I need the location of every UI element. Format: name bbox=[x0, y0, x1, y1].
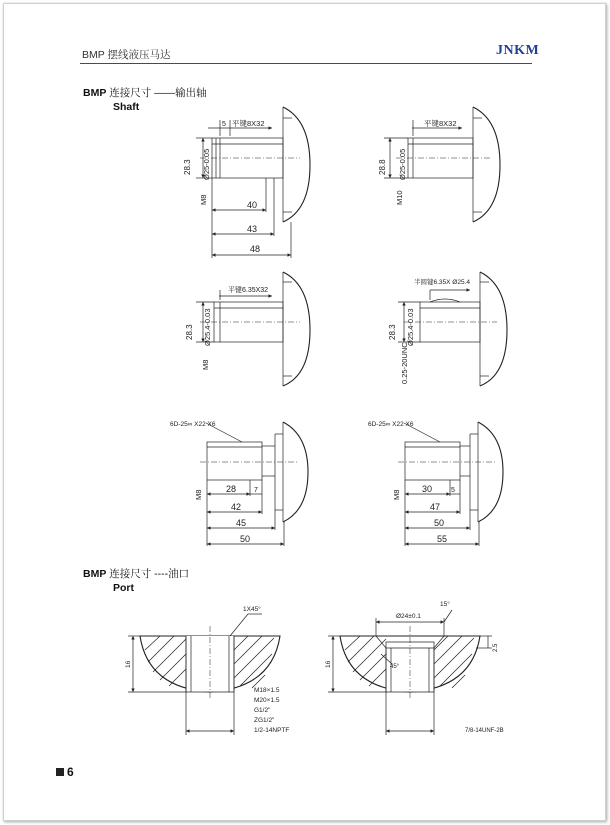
port-drawing-1 bbox=[125, 605, 289, 735]
shaft3-height: 28.3 bbox=[185, 324, 194, 340]
shaft6-length-1b: 5 bbox=[451, 487, 455, 494]
shaft6-length-3: 50 bbox=[434, 518, 445, 528]
port1-thread-4: ZG1/2" bbox=[254, 717, 275, 724]
shaft6-spline: 6D-25∞ X22 X6 bbox=[368, 421, 414, 428]
shaft5-thread: M8 bbox=[194, 489, 203, 500]
page-number-marker bbox=[56, 768, 64, 776]
shaft-drawing-5 bbox=[170, 421, 308, 546]
shaft6-length-1: 30 bbox=[422, 484, 433, 494]
section-shaft-code: BMP bbox=[83, 87, 107, 99]
shaft3-diameter: Ø25.4-0.03 bbox=[203, 308, 212, 346]
shaft1-length-1: 40 bbox=[247, 200, 258, 210]
port-drawing-2 bbox=[325, 600, 504, 735]
shaft3-key: 平键6.35X32 bbox=[228, 287, 269, 294]
shaft1-key: 平键8X32 bbox=[232, 119, 265, 128]
port2-diameter: Ø24±0.1 bbox=[396, 613, 421, 620]
shaft2-height: 28.8 bbox=[378, 159, 387, 175]
shaft1-thread: M8 bbox=[199, 194, 208, 205]
shaft5-length-2: 42 bbox=[231, 502, 242, 512]
port1-thread-1: M18×1.5 bbox=[254, 687, 280, 694]
shaft-drawing-6 bbox=[368, 421, 503, 546]
shaft-drawing-2 bbox=[378, 107, 500, 222]
shaft5-length-4: 50 bbox=[240, 534, 251, 544]
shaft-drawing-4 bbox=[388, 272, 507, 386]
port2-depth: 16 bbox=[325, 660, 332, 668]
brand-logo: JNKM bbox=[496, 43, 540, 58]
shaft1-diameter: Ø25-0.05 bbox=[202, 148, 211, 180]
shaft6-length-4: 55 bbox=[437, 534, 448, 544]
port1-thread-3: G1/2" bbox=[254, 707, 271, 714]
shaft-drawing-1 bbox=[183, 107, 310, 258]
shaft2-key: 平键8X32 bbox=[424, 119, 457, 128]
shaft5-length-1: 28 bbox=[226, 484, 237, 494]
shaft3-thread: M8 bbox=[201, 359, 210, 370]
shaft6-thread: M8 bbox=[392, 489, 401, 500]
shaft5-length-3: 45 bbox=[236, 518, 247, 528]
shaft4-diameter: Ø25.4-0.03 bbox=[406, 308, 415, 346]
shaft1-length-2: 43 bbox=[247, 224, 258, 234]
port1-thread-2: M20×1.5 bbox=[254, 697, 280, 704]
shaft2-thread: M10 bbox=[395, 190, 404, 205]
shaft1-length-3: 48 bbox=[250, 244, 261, 254]
section-shaft-cn: 连接尺寸 ——输出轴 bbox=[109, 87, 207, 99]
shaft4-key: 半圆键6.35X Ø25.4 bbox=[414, 279, 470, 286]
section-shaft-en: Shaft bbox=[113, 101, 140, 113]
page-number: 6 bbox=[67, 765, 74, 779]
shaft-drawing-3 bbox=[185, 272, 310, 386]
shaft5-spline: 6D-25∞ X22 X6 bbox=[170, 421, 216, 428]
section-port-en: Port bbox=[113, 582, 134, 594]
shaft5-length-1b: 7 bbox=[254, 487, 258, 494]
section-port-code: BMP bbox=[83, 568, 107, 580]
shaft4-height: 28.3 bbox=[388, 324, 397, 340]
port2-thread: 7/8-14UNF-2B bbox=[465, 728, 504, 734]
section-port-cn: 连接尺寸 ----油口 bbox=[109, 568, 190, 580]
shaft2-diameter: Ø25-0.05 bbox=[398, 148, 407, 180]
port1-chamfer: 1X45° bbox=[243, 606, 261, 613]
shaft4-thread: 0.25-20UNC bbox=[400, 342, 409, 384]
shaft1-height: 28.3 bbox=[183, 159, 192, 175]
port1-thread-5: 1/2-14NPTF bbox=[254, 727, 290, 734]
port2-angle2: 45° bbox=[390, 664, 400, 670]
shaft6-length-2: 47 bbox=[430, 502, 441, 512]
header-title: BMP 摆线液压马达 bbox=[82, 49, 171, 61]
shaft1-d1: 5 bbox=[222, 121, 226, 128]
port2-angle: 15° bbox=[440, 601, 450, 608]
port1-depth: 16 bbox=[125, 660, 132, 668]
port2-depth2: 2.5 bbox=[493, 643, 499, 652]
